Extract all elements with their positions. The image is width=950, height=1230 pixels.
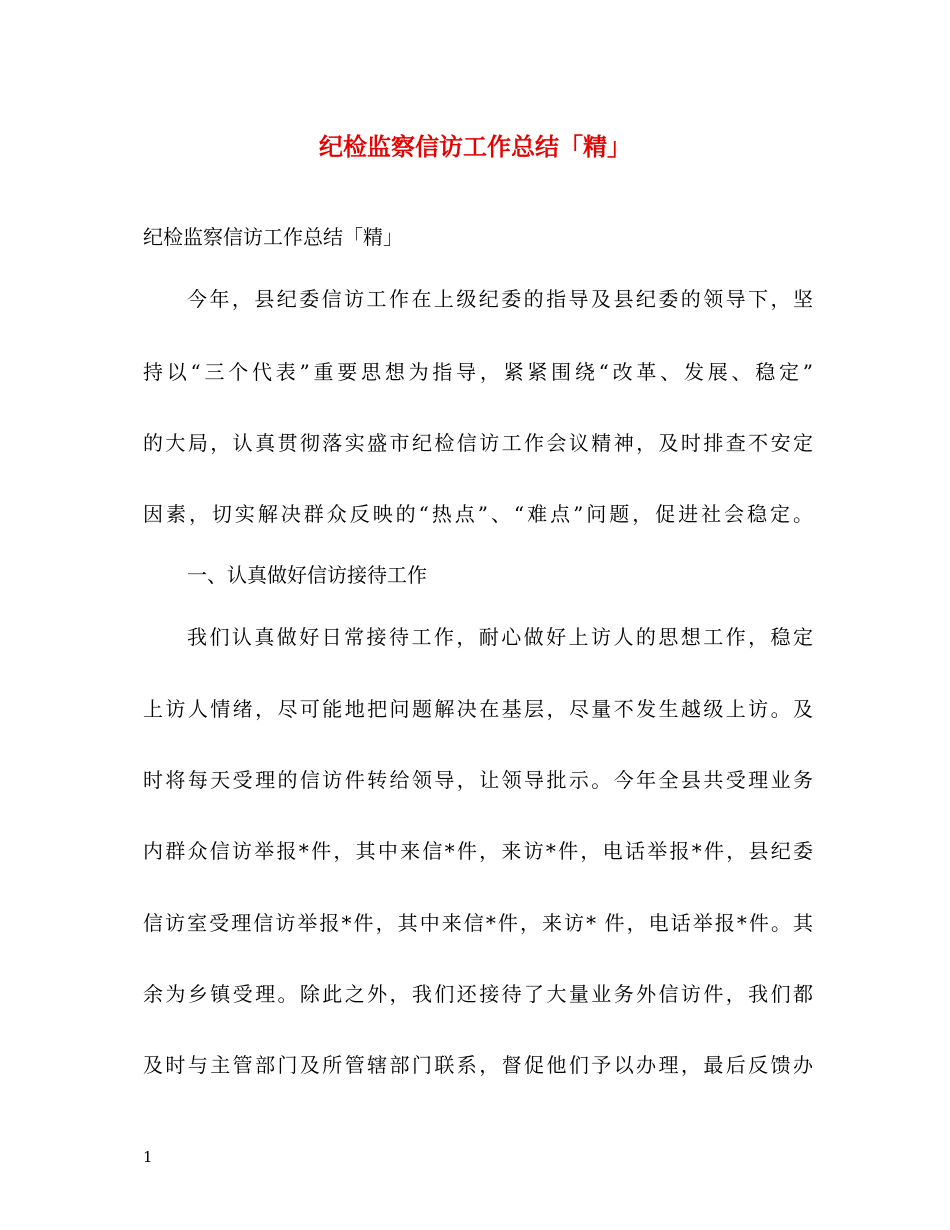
- paragraph-line: 及时与主管部门及所管辖部门联系，督促他们予以办理，最后反馈办: [143, 1053, 813, 1077]
- document-title: 纪检监察信访工作总结「精」: [319, 132, 631, 161]
- paragraph-line: 上访人情绪，尽可能地把问题解决在基层，尽量不发生越级上访。及: [143, 697, 813, 721]
- paragraph-line: 信访室受理信访举报*件，其中来信*件，来访* 件，电话举报*件。其: [143, 911, 813, 935]
- paragraph-line: 内群众信访举报*件，其中来信*件，来访*件，电话举报*件，县纪委: [143, 839, 813, 863]
- document-subtitle: 纪检监察信访工作总结「精」: [143, 225, 403, 249]
- paragraph-line: 余为乡镇受理。除此之外，我们还接待了大量业务外信访件，我们都: [143, 982, 813, 1006]
- paragraph-line: 我们认真做好日常接待工作，耐心做好上访人的思想工作，稳定: [187, 625, 813, 649]
- paragraph-line: 时将每天受理的信访件转给领导，让领导批示。今年全县共受理业务: [143, 768, 813, 792]
- paragraph-line: 持以“三个代表”重要思想为指导，紧紧围绕“改革、发展、稳定”: [143, 360, 813, 384]
- paragraph-line: 今年，县纪委信访工作在上级纪委的指导及县纪委的领导下，坚: [187, 287, 813, 311]
- paragraph-line: 因素，切实解决群众反映的“热点”、“难点”问题，促进社会稳定。: [143, 502, 813, 526]
- paragraph-line: 的大局，认真贯彻落实盛市纪检信访工作会议精神，及时排查不安定: [143, 431, 813, 455]
- page-number: 1: [143, 1148, 153, 1166]
- section-heading: 一、认真做好信访接待工作: [187, 563, 427, 587]
